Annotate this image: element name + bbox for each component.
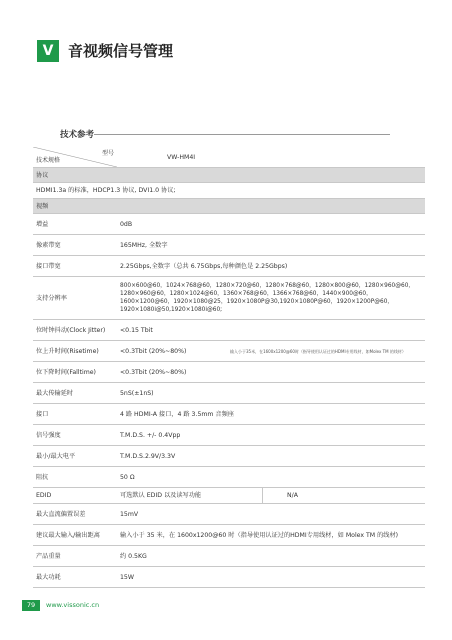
row-value: <0.15 Tbit: [117, 320, 425, 341]
row-value: <0.3Tbit (20%~80%): [117, 341, 425, 362]
table-row: [33, 383, 425, 404]
model-name: VW-HM4I: [117, 147, 425, 168]
protocol-section-row: [33, 168, 425, 183]
row-value: 5nS(±1nS): [117, 383, 425, 404]
row-label: 最大功耗: [33, 567, 117, 588]
table-row: [33, 525, 425, 546]
cell-separator: [262, 488, 263, 503]
page-number: 79: [22, 600, 40, 611]
row-label: 像素带宽: [33, 235, 117, 256]
row-label: 阻抗: [33, 467, 117, 488]
table-row: [33, 235, 425, 256]
row-value: T.M.D.S. +/- 0.4Vpp: [117, 425, 425, 446]
table-row: [33, 467, 425, 488]
table-row: [33, 446, 425, 467]
edid-na: N/A: [287, 492, 298, 499]
diagonal-header-cell: [33, 147, 117, 168]
table-row: [33, 425, 425, 446]
overlay-note: 输入小于35米，在1600x1200@60时（指导使用认证过的HDMI专用线材，如Molex TM 的线材）: [230, 349, 406, 354]
section-divider: [94, 134, 390, 135]
row-value: 15mV: [117, 504, 425, 525]
row-label: 最大直流偏置误差: [33, 504, 117, 525]
row-label: 支持分辨率: [33, 277, 117, 320]
table-header-row: [33, 147, 425, 168]
page-title: 音视频信号管理: [68, 42, 174, 60]
spec-table: [33, 147, 425, 588]
row-value: 0dB: [117, 214, 425, 235]
edid-row: [33, 488, 425, 504]
row-label: EDID: [33, 488, 117, 504]
row-value: 2.25Gbps,全数字（总共 6.75Gbps,每种颜色是 2.25Gbps): [117, 256, 425, 277]
protocol-value: HDMI1.3a 的标准，HDCP1.3 协议, DVI1.0 协议;: [33, 183, 425, 199]
row-label: 接口: [33, 404, 117, 425]
row-value: 15W: [117, 567, 425, 588]
table-row: [33, 214, 425, 235]
row-label: 产品重量: [33, 546, 117, 567]
table-row: [33, 320, 425, 341]
row-value: 50 Ω: [117, 467, 425, 488]
table-row: [33, 567, 425, 588]
table-row: [33, 277, 425, 320]
table-row: [33, 362, 425, 383]
row-value: 约 0.5KG: [117, 546, 425, 567]
table-row: [33, 404, 425, 425]
table-row: [33, 504, 425, 525]
table-row: [33, 546, 425, 567]
diag-top-label: 型号: [101, 150, 114, 157]
row-label: 信号强度: [33, 425, 117, 446]
protocol-row: [33, 183, 425, 199]
edid-value: 可选默认 EDID 以及读写功能: [120, 492, 202, 499]
video-section-row: [33, 199, 425, 214]
row-label: 最小/最大电平: [33, 446, 117, 467]
row-value: 4 路 HDMI-A 接口，4 路 3.5mm 音频座: [117, 404, 425, 425]
row-value: <0.3Tbit (20%~80%): [117, 362, 425, 383]
row-label: 位时钟抖动(Clock Jitter): [33, 320, 117, 341]
row-label: 最大传输延时: [33, 383, 117, 404]
row-value: T.M.D.S.2.9V/3.3V: [117, 446, 425, 467]
footer-url[interactable]: www.vissonic.cn: [46, 601, 100, 609]
section-title: 技术参考: [60, 130, 95, 140]
row-value: 输入小于 35 米，在 1600x1200@60 时（指导使用认证过的HDMI专用线材，如 Molex TM 的线材): [117, 525, 425, 546]
row-label: 增益: [33, 214, 117, 235]
row-label: 接口带宽: [33, 256, 117, 277]
diag-bottom-label: 技术规格: [36, 157, 61, 164]
row-label: 位下降时间(Falltime): [33, 362, 117, 383]
section-badge: V: [37, 40, 59, 62]
row-label: 位上升时间(Risetime): [33, 341, 117, 362]
row-value: 800×600@60，1024×768@60，1280×720@60，1280×768@60，1280×800@60，1280×960@60，1280×960@60，1280×1024@60，1360×768@60，1366×768@60，1440×900@60，1600×1200@60，1920×1080@25，1920×1080P@30,1920×1080P@60，1920×1200P@60，1920×1080i@50,1920×1080i@60;: [117, 277, 425, 320]
row-label: 建议最大输入/输出距离: [33, 525, 117, 546]
video-header: 视频: [33, 199, 425, 214]
row-value: [117, 488, 425, 504]
table-row: [33, 256, 425, 277]
row-value: 165MHz, 全数字: [117, 235, 425, 256]
protocol-header: 协议: [33, 168, 425, 183]
